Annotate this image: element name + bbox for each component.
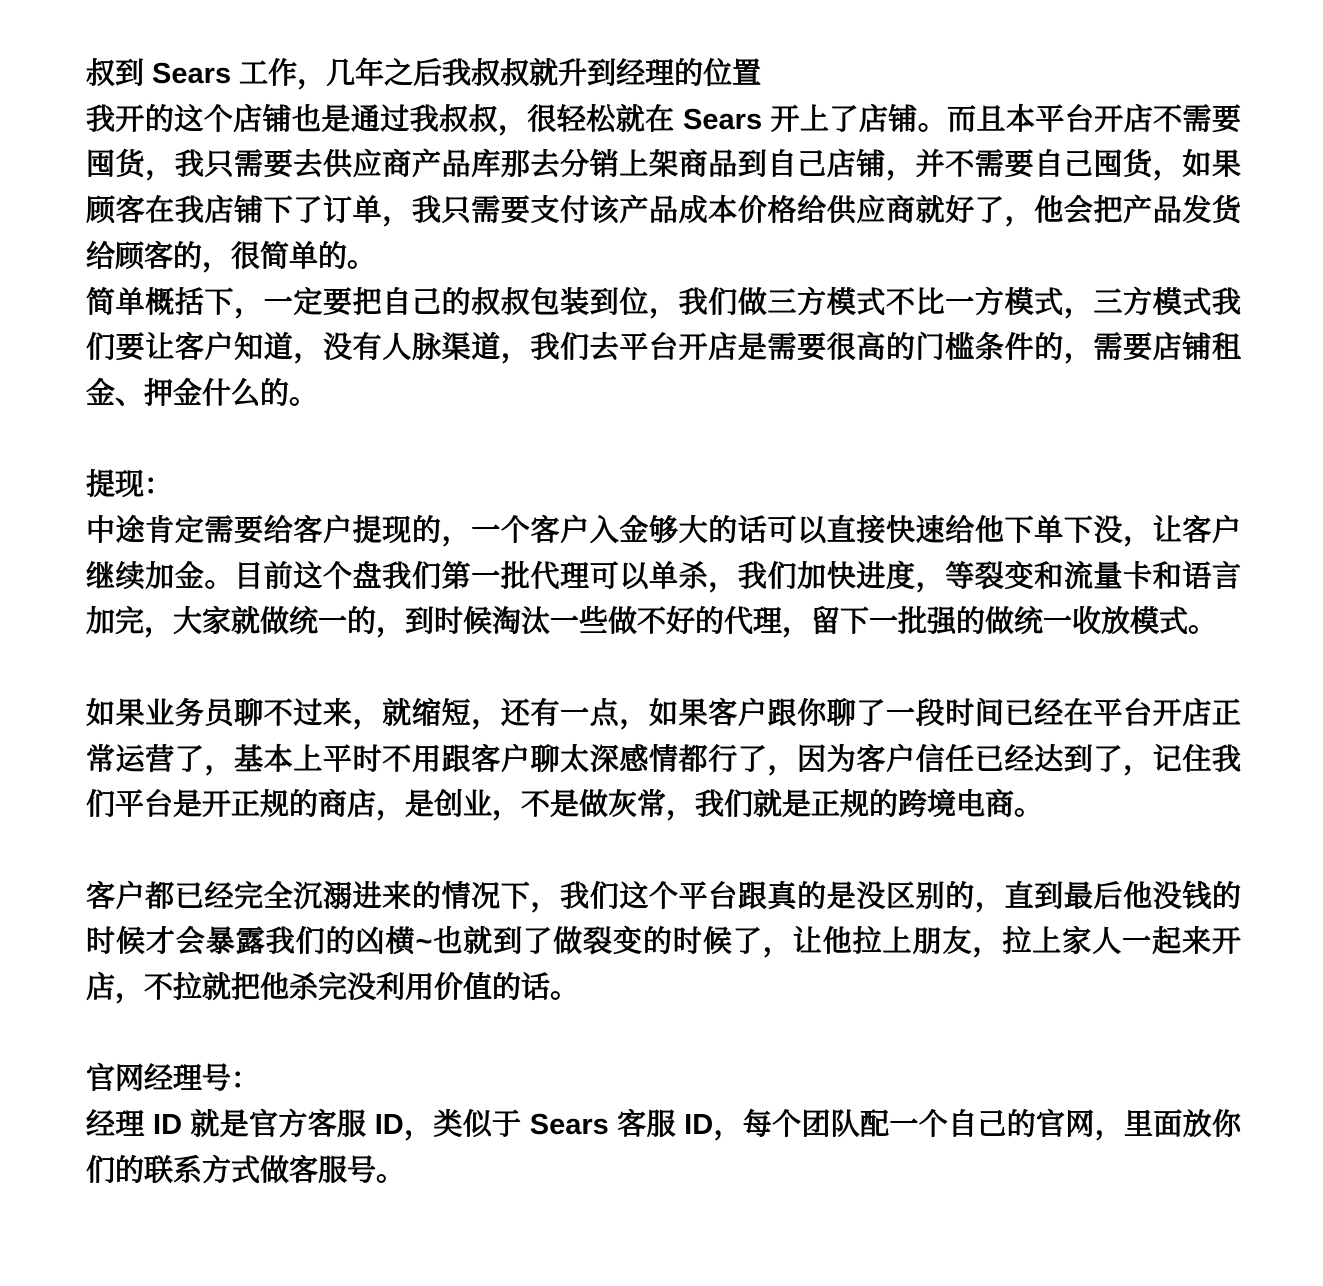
section-heading: 官网经理号： — [86, 1063, 261, 1096]
paragraph: 叔到 Sears 工作，几年之后我叔叔就升到经理的位置 — [86, 58, 762, 90]
document-body — [86, 52, 1241, 1195]
paragraph: 如果业务员聊不过来，就缩短，还有一点，如果客户跟你聊了一段时间已经在平台开店正常运营了，基本上平时不用跟客户聊太深感情都行了，因为客户信任已经达到了，记住我们平台是开正规的商店，是创业，不是做灰常，我们就是正规的跨境电商。 — [86, 697, 1241, 822]
blank-line — [86, 646, 1241, 692]
paragraph: 中途肯定需要给客户提现的，一个客户入金够大的话可以直接快速给他下单下没，让客户继续加金。目前这个盘我们第一批代理可以单杀，我们加快进度，等裂变和流量卡和语言加完，大家就做统一的，到时候淘汰一些做不好的代理，留下一批强的做统一收放模式。 — [86, 515, 1241, 639]
blank-line — [86, 418, 1241, 464]
section-heading: 提现： — [86, 469, 174, 502]
blank-line — [86, 1012, 1241, 1058]
paragraph: 我开的这个店铺也是通过我叔叔，很轻松就在 Sears 开上了店铺。而且本平台开店不需要囤货，我只需要去供应商产品库那去分销上架商品到自己店铺，并不需要自己囤货，如果顾客在我店铺下了订单，我只需要支付该产品成本价格给供应商就好了，他会把产品发货给顾客的，很简单的。 — [86, 103, 1241, 273]
paragraph: 客户都已经完全沉溺进来的情况下，我们这个平台跟真的是没区别的，直到最后他没钱的时候才会暴露我们的凶横~也就到了做裂变的时候了，让他拉上朋友，拉上家人一起来开店，不拉就把他杀完没利用价值的话。 — [86, 880, 1241, 1005]
blank-line — [86, 829, 1241, 875]
paragraph: 经理 ID 就是官方客服 ID，类似于 Sears 客服 ID，每个团队配一个自己的官网，里面放你们的联系方式做客服号。 — [86, 1109, 1241, 1187]
paragraph: 简单概括下，一定要把自己的叔叔包装到位，我们做三方模式不比一方模式，三方模式我们要让客户知道，没有人脉渠道，我们去平台开店是需要很高的门槛条件的，需要店铺租金、押金什么的。 — [86, 286, 1241, 410]
